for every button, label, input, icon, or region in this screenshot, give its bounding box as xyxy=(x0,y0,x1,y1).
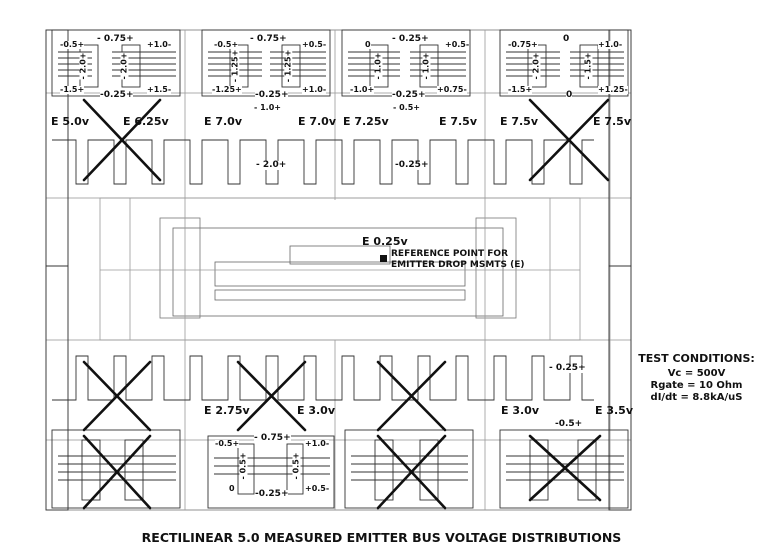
emitter-voltage-label: E 3.0v xyxy=(501,404,540,417)
top-bond-pads xyxy=(52,30,628,96)
bus-label: 0 xyxy=(365,40,371,49)
bus-label-vertical: - 0.5+ xyxy=(291,452,301,480)
emitter-voltage-label: E 7.25v xyxy=(343,115,389,128)
test-conditions xyxy=(630,352,763,404)
bus-label-vertical: - 2.0+ xyxy=(531,52,541,80)
test-condition-didt: dI/dt = 8.8kA/uS xyxy=(650,392,743,403)
emitter-voltage-label: E 7.0v xyxy=(298,115,337,128)
bus-label: +0.75- xyxy=(437,85,467,94)
emitter-voltage-label: E 2.75v xyxy=(204,404,250,417)
test-condition-rgate: Rgate = 10 Ohm xyxy=(650,380,743,391)
bus-label: +1.0- xyxy=(302,85,327,94)
bus-label: -0.25+ xyxy=(255,489,289,499)
bus-label: +1.0- xyxy=(598,40,623,49)
emitter-voltage-label: E 7.5v xyxy=(500,115,539,128)
emitter-voltage-label: E 6.25v xyxy=(123,115,169,128)
bus-label: - 0.25+ xyxy=(392,34,429,44)
bus-label: -0.25+ xyxy=(392,90,426,100)
reference-line-2: EMITTER DROP MSMTS (E) xyxy=(391,260,525,270)
bus-label: -0.5+ xyxy=(60,40,85,49)
reference-line-1: REFERENCE POINT FOR xyxy=(391,249,508,259)
emitter-voltage-label: E 7.5v xyxy=(439,115,478,128)
bus-label-vertical: - 2.0+ xyxy=(119,52,129,80)
bus-label: - 2.0+ xyxy=(256,160,287,170)
bus-label-vertical: - 1.25+ xyxy=(230,49,240,83)
bus-label: -0.5+ xyxy=(215,439,240,448)
bus-label: +1.0- xyxy=(147,40,172,49)
bus-label: -1.0+ xyxy=(350,85,375,94)
bus-label: - 0.75+ xyxy=(97,34,134,44)
bus-label: -0.25+ xyxy=(395,160,429,170)
reference-point-marker xyxy=(380,255,387,262)
bus-label: -1.5+ xyxy=(60,85,85,94)
bus-label: 0 xyxy=(563,34,570,44)
bus-label: -1.25+ xyxy=(212,85,242,94)
bus-label: -0.25+ xyxy=(100,90,134,100)
emitter-voltage-label: E 5.0v xyxy=(51,115,90,128)
bus-label-vertical: - 2.0+ xyxy=(78,52,88,80)
bus-label: - 0.75+ xyxy=(250,34,287,44)
emitter-voltage-label: E 3.0v xyxy=(297,404,336,417)
bus-label: - 1.0+ xyxy=(254,103,281,112)
bus-label: -0.75+ xyxy=(508,40,538,49)
bus-label: 0 xyxy=(566,90,573,100)
bus-label-vertical: - 0.5+ xyxy=(238,452,248,480)
reference-point-label xyxy=(391,249,524,271)
bus-label: -0.5+ xyxy=(555,419,583,429)
bus-label: - 0.75+ xyxy=(254,433,291,443)
upper-emitter-band xyxy=(46,90,631,198)
emitter-voltage-label: E 3.5v xyxy=(595,404,634,417)
bus-label-vertical: - 1.0+ xyxy=(373,52,383,80)
center-pad xyxy=(173,228,503,316)
bus-label: - 0.5+ xyxy=(393,103,420,112)
bus-label-vertical: - 1.5+ xyxy=(583,52,593,80)
cross-marks xyxy=(84,100,608,508)
bus-label: +1.25- xyxy=(598,85,628,94)
bus-label: -0.5+ xyxy=(214,40,239,49)
bus-label: -1.5+ xyxy=(508,85,533,94)
lower-emitter-band xyxy=(46,340,634,440)
test-condition-vc: Vc = 500V xyxy=(667,368,726,379)
bus-label-vertical: - 1.0+ xyxy=(421,52,431,80)
emitter-voltage-label: E 7.0v xyxy=(204,115,243,128)
bus-label: 0 xyxy=(229,484,235,493)
figure-caption: RECTILINEAR 5.0 MEASURED EMITTER BUS VOLTAGE DISTRIBUTIONS xyxy=(141,530,622,545)
bus-label: +1.0- xyxy=(305,439,330,448)
reference-voltage: E 0.25v xyxy=(362,235,408,248)
bus-label: +0.5- xyxy=(302,40,327,49)
bus-label: +0.5- xyxy=(305,484,330,493)
bus-label: -0.25+ xyxy=(255,90,289,100)
test-conditions-heading: TEST CONDITIONS: xyxy=(638,352,755,365)
emitter-voltage-label: E 7.5v xyxy=(593,115,632,128)
bus-label: +0.5- xyxy=(445,40,470,49)
bus-label: +1.5- xyxy=(147,85,172,94)
bus-label-vertical: - 1.25+ xyxy=(283,49,293,83)
bus-label: - 0.25+ xyxy=(549,363,586,373)
